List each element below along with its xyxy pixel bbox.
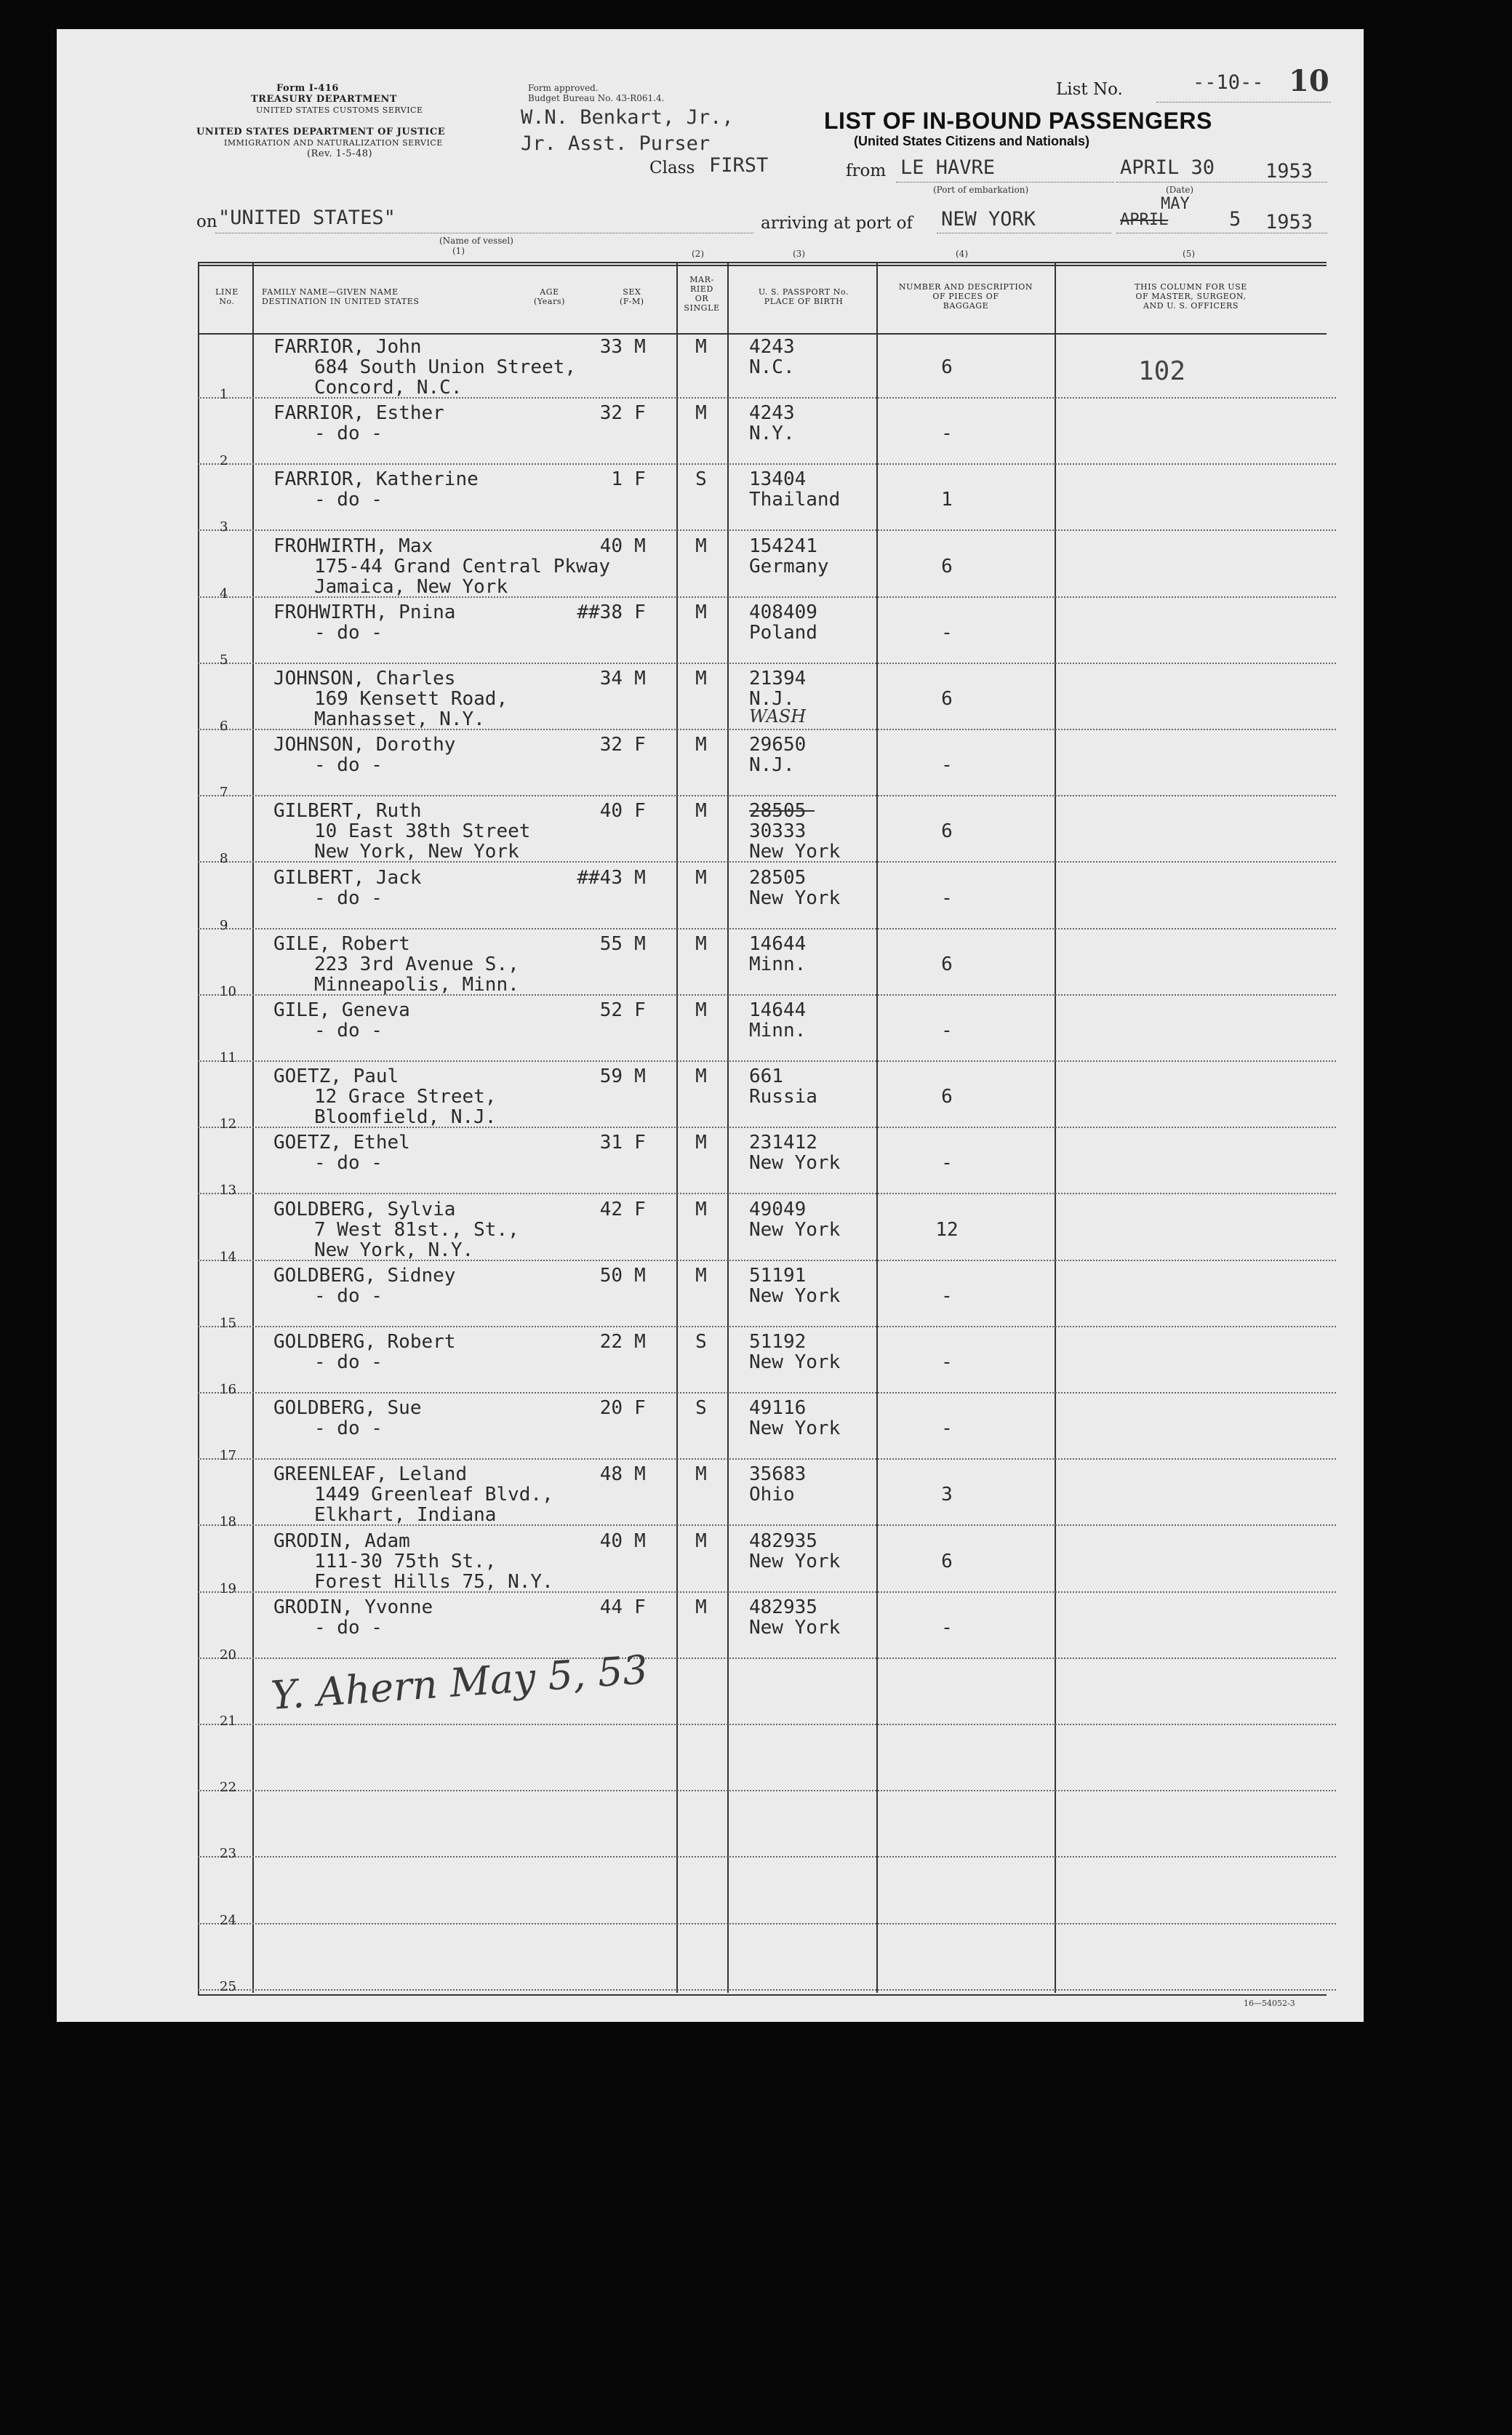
sex: M: [634, 1331, 646, 1353]
baggage-count: -: [941, 1616, 953, 1639]
place-of-birth: N.J.: [749, 688, 795, 710]
table-row: [198, 399, 1336, 469]
list-number-rule: [1156, 102, 1331, 103]
table-row: [198, 1460, 1336, 1530]
age: 42: [599, 1198, 623, 1220]
passenger-name: GILBERT, Jack: [273, 866, 422, 889]
passport-number: 482935: [749, 1596, 817, 1618]
baggage-count: 6: [941, 1086, 953, 1108]
line-number: 24: [220, 1912, 236, 1928]
header-officers: THIS COLUMN FOR USE OF MASTER, SURGEON, AND U. S. OFFICERS: [1135, 282, 1247, 311]
age: ##38: [577, 601, 623, 623]
line-number: 8: [220, 851, 228, 867]
place-of-birth: New York: [749, 887, 841, 909]
line-number: 12: [220, 1116, 236, 1132]
row-divider: [198, 663, 1336, 664]
marital-status: M: [695, 336, 707, 358]
place-of-birth: New York: [749, 1418, 841, 1440]
line-number: 4: [220, 585, 228, 601]
line-number: 13: [220, 1183, 236, 1199]
place-of-birth: New York: [749, 1550, 841, 1572]
passport-number: 4243: [749, 402, 795, 425]
dept-justice: UNITED STATES DEPARTMENT OF JUSTICE: [196, 127, 446, 137]
sex: F: [634, 402, 646, 425]
place-of-birth: New York: [749, 1351, 841, 1373]
line-number: 16: [220, 1382, 236, 1397]
arrival-month-corrected: MAY: [1161, 195, 1190, 213]
destination-line-1: 175-44 Grand Central Pkway: [314, 555, 610, 577]
age: 40: [599, 535, 623, 557]
age: 32: [599, 402, 623, 425]
destination-line-1: - do -: [314, 1616, 383, 1639]
marital-status: M: [695, 1463, 707, 1486]
table-row: [198, 864, 1336, 933]
table-row: [198, 1394, 1336, 1464]
list-number-handwritten: 10: [1289, 64, 1329, 98]
destination-line-1: - do -: [314, 489, 383, 511]
row-divider: [198, 1458, 1336, 1460]
sex: F: [634, 999, 646, 1021]
age: 44: [599, 1596, 623, 1618]
passenger-name: FROHWIRTH, Pnina: [273, 601, 456, 623]
place-of-birth: New York: [749, 1616, 841, 1639]
sex: F: [634, 1198, 646, 1220]
class-value: FIRST: [709, 154, 769, 177]
place-of-birth: New York: [749, 1152, 841, 1175]
line-number: 1: [220, 387, 228, 402]
sex: F: [634, 1397, 646, 1420]
baggage-count: -: [941, 754, 953, 777]
destination-line-2: New York, New York: [314, 841, 519, 863]
line-number: 7: [220, 785, 228, 801]
baggage-count: -: [941, 1152, 953, 1175]
list-number-typed: --10--: [1193, 71, 1264, 94]
destination-line-2: Forest Hills 75, N.Y.: [314, 1570, 553, 1593]
age: 22: [599, 1331, 623, 1353]
marital-status: M: [695, 1264, 707, 1287]
sex: M: [634, 1264, 646, 1287]
dept-immigration: IMMIGRATION AND NATURALIZATION SERVICE: [224, 138, 443, 148]
form-approved: Form approved.: [528, 83, 599, 93]
marital-status: M: [695, 999, 707, 1021]
arrival-day: 5: [1229, 208, 1241, 231]
baggage-count: -: [941, 1351, 953, 1373]
port-of-embarkation: LE HAVRE: [900, 156, 996, 179]
place-of-birth: Minn.: [749, 1020, 807, 1041]
embark-date: APRIL 30: [1120, 156, 1215, 179]
passport-number: 231412: [749, 1132, 817, 1154]
place-of-birth: N.C.: [749, 356, 795, 378]
destination-line-2: Concord, N.C.: [314, 377, 463, 399]
passenger-name: GREENLEAF, Leland: [273, 1463, 468, 1486]
destination-line-1: 12 Grace Street,: [314, 1086, 497, 1108]
col-number-4: (4): [956, 249, 968, 259]
header-sex: SEX (F-M): [620, 287, 644, 306]
marital-status: M: [695, 1530, 707, 1552]
place-of-birth: New York: [749, 1218, 841, 1241]
sex: M: [634, 932, 646, 955]
destination-line-1: - do -: [314, 1351, 383, 1373]
passport-number: 154241: [749, 535, 817, 557]
destination-line-1: - do -: [314, 1418, 383, 1440]
passenger-name: FROHWIRTH, Max: [273, 535, 433, 557]
destination-line-1: - do -: [314, 621, 383, 644]
sex: M: [634, 866, 646, 889]
date-rule: [1116, 182, 1327, 183]
age: 55: [599, 932, 623, 955]
destination-line-1: - do -: [314, 423, 383, 445]
col-number-1: (1): [452, 246, 465, 256]
row-divider: [198, 1790, 1336, 1791]
baggage-count: 12: [935, 1218, 959, 1241]
sex: F: [634, 1132, 646, 1154]
line-number: 14: [220, 1249, 236, 1265]
age: 33: [599, 336, 623, 358]
document-subtitle: (United States Citizens and Nationals): [854, 134, 1090, 148]
passport-number: 51191: [749, 1264, 807, 1287]
destination-line-1: 223 3rd Avenue S.,: [314, 953, 519, 975]
line-number: 11: [220, 1050, 236, 1065]
destination-line-2: Jamaica, New York: [314, 575, 508, 598]
row-divider: [198, 529, 1336, 531]
baggage-count: 6: [941, 1550, 953, 1572]
passport-number: 29650: [749, 734, 807, 756]
baggage-count: 1: [941, 489, 953, 511]
sex: M: [634, 1463, 646, 1486]
passenger-name: GILBERT, Ruth: [273, 800, 422, 823]
place-of-birth: N.Y.: [749, 423, 795, 445]
marital-status: M: [695, 601, 707, 623]
line-number: 3: [220, 519, 228, 535]
passenger-name: GOLDBERG, Sidney: [273, 1264, 456, 1287]
marital-status: M: [695, 734, 707, 756]
marital-status: M: [695, 402, 707, 425]
passport-number: 49116: [749, 1397, 807, 1420]
marital-status: S: [695, 1397, 707, 1420]
row-divider: [198, 1193, 1336, 1194]
passport-number: 49049: [749, 1198, 807, 1220]
class-label: Class: [649, 159, 695, 177]
row-divider: [198, 1658, 1336, 1659]
age: 48: [599, 1463, 623, 1486]
table-row: [198, 599, 1336, 668]
baggage-count: 6: [941, 953, 953, 975]
destination-line-1: - do -: [314, 1020, 383, 1041]
row-divider: [198, 1060, 1336, 1062]
marital-status: M: [695, 800, 707, 823]
passport-number: 28505: [749, 800, 807, 823]
passenger-name: GILE, Geneva: [273, 999, 410, 1021]
age: 52: [599, 999, 623, 1021]
row-divider: [198, 463, 1336, 465]
age: 32: [599, 734, 623, 756]
row-divider: [198, 795, 1336, 796]
passenger-name: FARRIOR, Katherine: [273, 468, 479, 491]
destination-line-2: New York, N.Y.: [314, 1239, 474, 1261]
destination-line-2: Manhasset, N.Y.: [314, 708, 485, 730]
table-row: [198, 665, 1336, 734]
row-divider: [198, 1724, 1336, 1725]
passport-number: 661: [749, 1065, 783, 1088]
table-top-rule: [198, 265, 1327, 266]
passenger-name: FARRIOR, John: [273, 336, 422, 358]
sex: F: [634, 800, 646, 823]
destination-line-2: Elkhart, Indiana: [314, 1504, 497, 1527]
list-number-label: List No.: [1056, 80, 1123, 99]
marital-status: M: [695, 866, 707, 889]
port-embark-caption: (Port of embarkation): [933, 185, 1029, 195]
place-of-birth-handwritten: WASH: [749, 706, 807, 727]
sex: M: [634, 535, 646, 557]
marital-status: M: [695, 1198, 707, 1220]
destination-line-1: 1449 Greenleaf Blvd.,: [314, 1484, 553, 1506]
marital-status: S: [695, 468, 707, 491]
embark-year: 1953: [1265, 160, 1313, 183]
line-number: 6: [220, 719, 228, 734]
marital-status: M: [695, 535, 707, 557]
table-row: [198, 731, 1336, 801]
line-number: 19: [220, 1580, 236, 1596]
table-row: [198, 1726, 1336, 1796]
sex: F: [634, 601, 646, 623]
passport-number: 35683: [749, 1463, 807, 1486]
place-of-birth: N.J.: [749, 754, 795, 777]
marital-status: S: [695, 1331, 707, 1353]
sex: F: [634, 734, 646, 756]
passport-number: 14644: [749, 999, 807, 1021]
from-label: from: [846, 161, 887, 180]
header-married: MAR- RIED OR SINGLE: [684, 275, 720, 313]
table-row: [198, 532, 1336, 601]
table-row: [198, 1328, 1336, 1397]
age: 59: [599, 1065, 623, 1088]
marital-status: M: [695, 1132, 707, 1154]
passport-number: 21394: [749, 668, 807, 689]
sex: M: [634, 1530, 646, 1552]
age: 50: [599, 1264, 623, 1287]
passenger-name: JOHNSON, Dorothy: [273, 734, 456, 756]
destination-line-1: - do -: [314, 887, 383, 909]
passport-number: 408409: [749, 601, 817, 623]
arrival-year: 1953: [1265, 211, 1313, 233]
passport-number: 14644: [749, 932, 807, 955]
age: ##43: [577, 866, 623, 889]
row-divider: [198, 1326, 1336, 1327]
marital-status: M: [695, 932, 707, 955]
dept-treasury: TREASURY DEPARTMENT: [251, 94, 398, 105]
vessel-name: "UNITED STATES": [218, 207, 396, 229]
table-row: [198, 1262, 1336, 1331]
col-number-3: (3): [793, 249, 805, 259]
port-of-arrival: NEW YORK: [941, 208, 1036, 231]
passport-number: 51192: [749, 1331, 807, 1353]
sex: M: [634, 668, 646, 689]
purser-name: W.N. Benkart, Jr.,: [521, 106, 734, 129]
passenger-name: GRODIN, Yvonne: [273, 1596, 433, 1618]
passenger-name: JOHNSON, Charles: [273, 668, 456, 689]
passenger-name: GOLDBERG, Robert: [273, 1331, 456, 1353]
line-number: 15: [220, 1315, 236, 1331]
baggage-count: -: [941, 1284, 953, 1307]
date-caption: (Date): [1166, 185, 1194, 195]
baggage-count: -: [941, 887, 953, 909]
line-number: 21: [220, 1714, 236, 1729]
passport-number: 4243: [749, 336, 795, 358]
passport-number: 482935: [749, 1530, 817, 1552]
baggage-count: 6: [941, 688, 953, 710]
age: 31: [599, 1132, 623, 1154]
baggage-count: -: [941, 423, 953, 445]
table-row: [198, 1594, 1336, 1663]
place-of-birth: Thailand: [749, 489, 841, 511]
passenger-name: GRODIN, Adam: [273, 1530, 410, 1552]
row-divider: [198, 1392, 1336, 1394]
table-row: [198, 1792, 1336, 1862]
place-of-birth: Poland: [749, 621, 817, 644]
table-row: [198, 797, 1336, 867]
place-of-birth: New York: [749, 841, 841, 863]
destination-line-1: - do -: [314, 1152, 383, 1175]
embark-rule: [896, 182, 1114, 183]
line-number: 9: [220, 917, 228, 933]
table-row: [198, 1925, 1336, 1994]
passenger-name: GOLDBERG, Sylvia: [273, 1198, 456, 1220]
table-row: [198, 1527, 1336, 1596]
sex: M: [634, 1065, 646, 1088]
inspector-signature: Y. Ahern May 5, 53: [269, 1646, 649, 1719]
marital-status: M: [695, 1596, 707, 1618]
passport-number: 13404: [749, 468, 807, 491]
sex: M: [634, 336, 646, 358]
destination-line-1: - do -: [314, 1284, 383, 1307]
header-name: FAMILY NAME—GIVEN NAME DESTINATION IN UNITED STATES: [262, 287, 420, 306]
age: 40: [599, 800, 623, 823]
line-number: 17: [220, 1448, 236, 1464]
header-baggage: NUMBER AND DESCRIPTION OF PIECES OF BAGGAGE: [898, 282, 1033, 311]
line-number: 10: [220, 983, 236, 999]
marital-status: M: [695, 1065, 707, 1088]
table-row: [198, 1063, 1336, 1132]
baggage-count: -: [941, 1020, 953, 1041]
document-title: LIST OF IN-BOUND PASSENGERS: [824, 108, 1212, 134]
age: 40: [599, 1530, 623, 1552]
marital-status: M: [695, 668, 707, 689]
place-of-birth: Russia: [749, 1086, 817, 1108]
table-row: [198, 465, 1336, 535]
arrival-month-struck: APRIL: [1120, 211, 1169, 229]
row-divider: [198, 1856, 1336, 1858]
row-divider: [198, 928, 1336, 929]
line-number: 18: [220, 1514, 236, 1530]
place-of-birth: Ohio: [749, 1484, 795, 1506]
print-code: 16—54052-3: [1244, 1999, 1295, 2008]
age: 20: [599, 1397, 623, 1420]
line-number: 2: [220, 453, 228, 469]
table-row: [198, 1129, 1336, 1199]
dept-customs: UNITED STATES CUSTOMS SERVICE: [256, 105, 423, 115]
col-number-5: (5): [1183, 249, 1195, 259]
passenger-name: GOETZ, Ethel: [273, 1132, 410, 1154]
sex: F: [634, 468, 646, 491]
arriving-label: arriving at port of: [761, 214, 913, 233]
line-number: 25: [220, 1978, 236, 1994]
passport-number: 28505: [749, 866, 807, 889]
age: 34: [599, 668, 623, 689]
table-row: [198, 996, 1336, 1065]
col-number-2: (2): [692, 249, 704, 259]
baggage-count: 6: [941, 356, 953, 378]
revision-date: (Rev. 1-5-48): [307, 148, 373, 159]
destination-line-1: 7 West 81st., St.,: [314, 1218, 519, 1241]
destination-line-2: Minneapolis, Minn.: [314, 973, 519, 996]
baggage-count: -: [941, 1418, 953, 1440]
line-number: 23: [220, 1846, 236, 1862]
vessel-caption: (Name of vessel): [439, 236, 513, 246]
passenger-name: FARRIOR, Esther: [273, 402, 444, 425]
passport-number-corrected: 30333: [749, 820, 807, 843]
destination-line-1: 10 East 38th Street: [314, 820, 531, 843]
destination-line-1: - do -: [314, 754, 383, 777]
line-number: 5: [220, 652, 228, 668]
passenger-name: GOLDBERG, Sue: [273, 1397, 422, 1420]
passenger-name: GILE, Robert: [273, 932, 410, 955]
strike-through: [749, 810, 815, 812]
officer-annotation: 102: [1138, 356, 1186, 386]
line-number: 22: [220, 1780, 236, 1796]
baggage-count: -: [941, 621, 953, 644]
place-of-birth: Germany: [749, 555, 829, 577]
form-number: Form I-416: [276, 83, 339, 94]
on-label: on: [196, 212, 217, 231]
row-divider: [198, 1989, 1336, 1991]
header-line-no: LINE No.: [215, 287, 239, 306]
age: 1: [611, 468, 623, 491]
baggage-count: 6: [941, 555, 953, 577]
baggage-count: 6: [941, 820, 953, 843]
destination-line-1: 111-30 75th St.,: [314, 1550, 497, 1572]
purser-title: Jr. Asst. Purser: [521, 132, 711, 155]
destination-line-2: Bloomfield, N.J.: [314, 1106, 497, 1129]
baggage-count: 3: [941, 1484, 953, 1506]
passenger-name: GOETZ, Paul: [273, 1065, 399, 1088]
row-divider: [198, 1923, 1336, 1924]
destination-line-1: 684 South Union Street,: [314, 356, 577, 378]
table-row: [198, 1859, 1336, 1928]
table-row: [198, 930, 1336, 999]
place-of-birth: Minn.: [749, 953, 807, 975]
header-passport: U. S. PASSPORT No. PLACE OF BIRTH: [758, 287, 849, 306]
budget-bureau: Budget Bureau No. 43-R061.4.: [528, 93, 665, 103]
line-number: 20: [220, 1647, 236, 1663]
table-row: [198, 1196, 1336, 1265]
sex: F: [634, 1596, 646, 1618]
place-of-birth: New York: [749, 1284, 841, 1307]
header-age: AGE (Years): [534, 287, 566, 306]
destination-line-1: 169 Kensett Road,: [314, 688, 508, 710]
